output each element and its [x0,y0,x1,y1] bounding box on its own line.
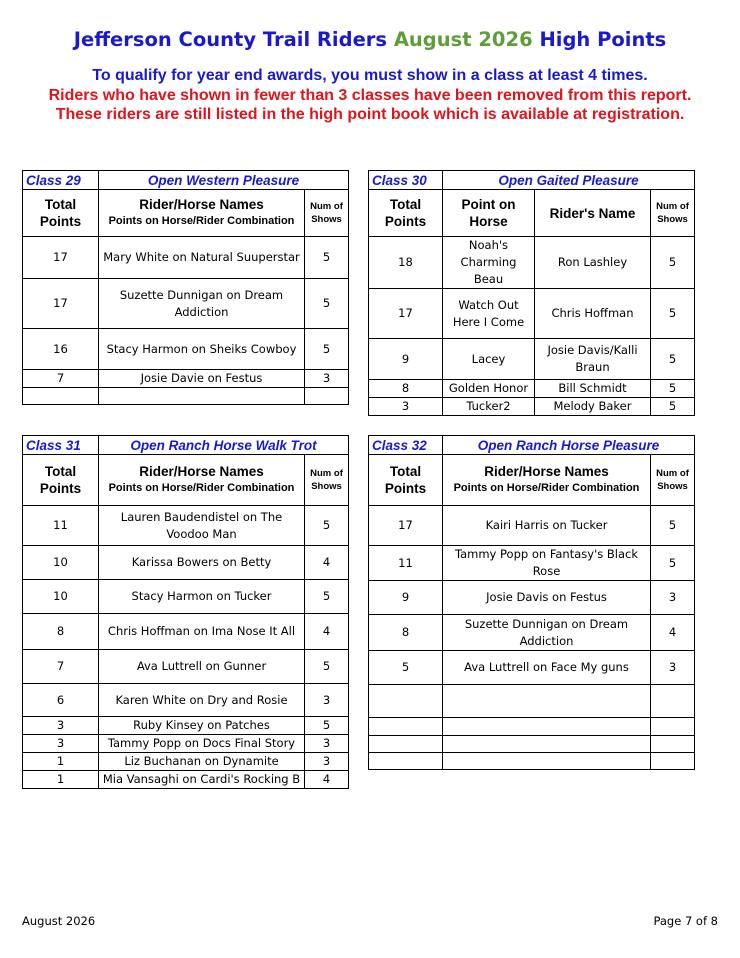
class-32-name: Open Ranch Horse Pleasure [443,436,695,455]
points-cell: 1 [23,753,99,771]
header-names-label: Rider/Horse Names [139,464,264,479]
table-row [23,650,349,684]
name-cell: Liz Buchanan on Dynamite [99,753,305,771]
class-31-table [22,435,349,789]
table-row [369,718,695,736]
points-cell: 3 [369,398,443,416]
shows-cell: 5 [651,339,695,380]
table-row [369,753,695,770]
points-cell: 3 [23,735,99,753]
points-cell: 6 [23,684,99,717]
header-names-sub: Points on Horse/Rider Combination [108,482,295,494]
header-total-points: Total Points [23,455,99,506]
points-cell: 9 [369,581,443,615]
shows-cell: 5 [651,398,695,416]
class-30-label: Class 30 [369,171,443,190]
shows-cell: 5 [651,506,695,546]
header-num-shows: Num of Shows [651,455,695,506]
header-total-points: Total Points [369,455,443,506]
points-cell: 17 [23,279,99,329]
name-cell: Mary White on Natural Suuperstar [99,237,305,279]
shows-cell: 4 [305,546,349,580]
shows-cell: 3 [651,581,695,615]
points-cell [369,736,443,753]
points-cell [369,685,443,718]
table-row [23,580,349,614]
horse-cell: Noah's Charming Beau [443,237,535,289]
name-cell [443,685,651,718]
points-cell: 7 [23,370,99,388]
shows-cell: 4 [305,614,349,650]
name-cell: Ava Luttrell on Gunner [99,650,305,684]
points-cell [369,753,443,770]
name-cell: Josie Davis on Festus [443,581,651,615]
table-row [369,651,695,685]
shows-cell: 5 [305,506,349,546]
table-row [23,506,349,546]
table-row [23,329,349,370]
header-names-label: Rider/Horse Names [484,464,609,479]
shows-cell: 3 [305,684,349,717]
name-cell: Chris Hoffman on Ima Nose It All [99,614,305,650]
header-num-shows: Num of Shows [305,455,349,506]
shows-cell: 5 [651,380,695,398]
class-32-label: Class 32 [369,436,443,455]
shows-cell: 5 [305,279,349,329]
points-cell: 5 [369,651,443,685]
horse-cell: Watch Out Here I Come [443,289,535,339]
shows-cell [651,753,695,770]
table-row [369,237,695,289]
shows-cell: 5 [305,580,349,614]
shows-cell: 5 [305,329,349,370]
header-rider-horse-names [443,455,651,506]
shows-cell [305,388,349,405]
page-title [0,28,740,51]
header-riders-name: Rider's Name [535,190,651,237]
title-suffix: High Points [539,28,667,51]
name-cell: Ava Luttrell on Face My guns [443,651,651,685]
table-row [23,735,349,753]
class-30-name: Open Gaited Pleasure [443,171,695,190]
points-cell: 10 [23,546,99,580]
name-cell [443,718,651,736]
name-cell: Stacy Harmon on Tucker [99,580,305,614]
header-total-points: Total Points [23,190,99,237]
rider-cell: Chris Hoffman [535,289,651,339]
table-row [23,237,349,279]
name-cell [99,388,305,405]
name-cell: Ruby Kinsey on Patches [99,717,305,735]
shows-cell: 3 [651,651,695,685]
shows-cell: 5 [305,717,349,735]
points-cell: 8 [23,614,99,650]
name-cell: Lauren Baudendistel on The Voodoo Man [99,506,305,546]
table-row [369,546,695,581]
shows-cell [651,685,695,718]
points-cell: 17 [23,237,99,279]
table-row [369,339,695,380]
name-cell: Tammy Popp on Docs Final Story [99,735,305,753]
shows-cell [651,718,695,736]
header-rider-horse-names [99,190,305,237]
title-month: August 2026 [393,28,533,51]
class-31-label: Class 31 [23,436,99,455]
points-cell: 10 [23,580,99,614]
header-names-label: Rider/Horse Names [139,197,264,212]
class-30-table [368,170,695,416]
qualify-notice: To qualify for year end awards, you must show in a class at least 4 times. [92,67,648,84]
table-row [23,771,349,789]
table-row [23,614,349,650]
shows-cell: 5 [305,237,349,279]
rider-cell: Bill Schmidt [535,380,651,398]
points-cell: 16 [23,329,99,370]
shows-cell [651,736,695,753]
points-cell: 18 [369,237,443,289]
points-cell: 8 [369,615,443,651]
name-cell [443,736,651,753]
name-cell: Mia Vansaghi on Cardi's Rocking B [99,771,305,789]
table-row [23,753,349,771]
table-row [23,684,349,717]
table-row [369,506,695,546]
header-point-on-horse: Point on Horse [443,190,535,237]
points-cell [23,388,99,405]
class-31-name: Open Ranch Horse Walk Trot [99,436,349,455]
class-29-label: Class 29 [23,171,99,190]
table-row [23,279,349,329]
points-cell: 1 [23,771,99,789]
rider-cell: Melody Baker [535,398,651,416]
table-row [23,370,349,388]
points-cell: 7 [23,650,99,684]
header-names-sub: Points on Horse/Rider Combination [453,482,640,494]
shows-cell: 3 [305,370,349,388]
header-names-sub: Points on Horse/Rider Combination [108,215,295,227]
name-cell: Kairi Harris on Tucker [443,506,651,546]
name-cell: Tammy Popp on Fantasy's Black Rose [443,546,651,581]
removed-notice: Riders who have shown in fewer than 3 classes have been removed from this report. These riders are still listed in the high point book which is available at registration. [48,87,692,123]
table-row [369,398,695,416]
header-num-shows: Num of Shows [651,190,695,237]
table-row [23,388,349,405]
name-cell: Josie Davie on Festus [99,370,305,388]
shows-cell: 5 [305,650,349,684]
name-cell: Stacy Harmon on Sheiks Cowboy [99,329,305,370]
name-cell: Suzette Dunnigan on Dream Addiction [443,615,651,651]
name-cell [443,753,651,770]
points-cell: 11 [369,546,443,581]
table-row [23,717,349,735]
points-cell [369,718,443,736]
shows-cell: 3 [305,753,349,771]
table-row [369,685,695,718]
table-row [369,289,695,339]
shows-cell: 5 [651,546,695,581]
header-total-points: Total Points [369,190,443,237]
points-cell: 9 [369,339,443,380]
footer-date: August 2026 [22,914,96,928]
shows-cell: 5 [651,289,695,339]
class-29-name: Open Western Pleasure [99,171,349,190]
shows-cell: 4 [651,615,695,651]
rider-cell: Josie Davis/Kalli Braun [535,339,651,380]
points-cell: 17 [369,289,443,339]
title-club: Jefferson County Trail Riders [73,28,388,51]
table-row [369,615,695,651]
table-row [23,546,349,580]
points-cell: 8 [369,380,443,398]
header-rider-horse-names [99,455,305,506]
points-cell: 3 [23,717,99,735]
horse-cell: Golden Honor [443,380,535,398]
shows-cell: 4 [305,771,349,789]
name-cell: Karissa Bowers on Betty [99,546,305,580]
points-cell: 17 [369,506,443,546]
points-cell: 11 [23,506,99,546]
table-row [369,380,695,398]
name-cell: Karen White on Dry and Rosie [99,684,305,717]
name-cell: Suzette Dunnigan on Dream Addiction [99,279,305,329]
class-29-table [22,170,349,405]
rider-cell: Ron Lashley [535,237,651,289]
shows-cell: 5 [651,237,695,289]
class-32-table [368,435,695,770]
table-row [369,736,695,753]
horse-cell: Lacey [443,339,535,380]
shows-cell: 3 [305,735,349,753]
table-row [369,581,695,615]
horse-cell: Tucker2 [443,398,535,416]
footer-page-number: Page 7 of 8 [653,914,718,928]
header-num-shows: Num of Shows [305,190,349,237]
